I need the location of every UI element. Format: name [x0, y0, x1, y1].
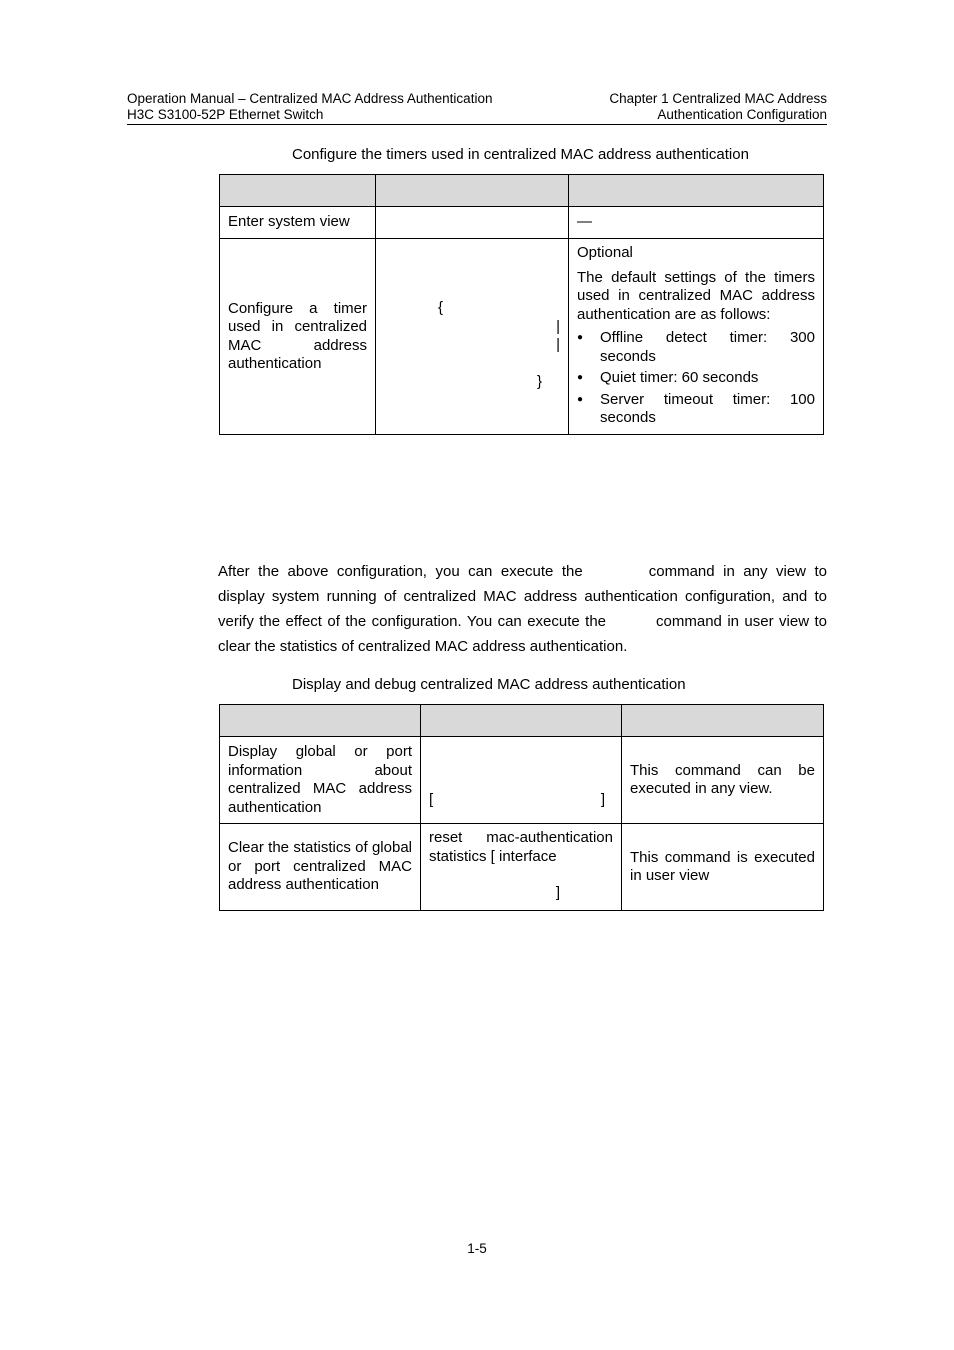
pipe-separator: |: [556, 336, 560, 353]
brace-open: {: [438, 299, 444, 316]
table-header-row: [220, 175, 824, 207]
bracket-close: ]: [555, 884, 560, 901]
table-row: [220, 824, 824, 911]
header-left: [127, 91, 492, 123]
table-row: [220, 737, 824, 824]
header-cell: [376, 175, 569, 207]
table-header-row: [220, 705, 824, 737]
pipe-separator: |: [556, 318, 560, 335]
command-cell: [376, 207, 569, 239]
optional-label: Optional: [577, 244, 633, 261]
operation-cell: Enter system view: [220, 207, 376, 239]
display-debug-table: [219, 704, 824, 911]
operation-cell: Clear the statistics of global or port centralized MAC address authentication: [220, 824, 421, 911]
header-cell: [220, 175, 376, 207]
table2-caption: Display and debug centralized MAC address authentication: [292, 676, 686, 693]
header-right: [540, 91, 827, 123]
brace-close: }: [536, 373, 542, 390]
command-cell: [421, 737, 622, 824]
description-cell: [569, 239, 824, 435]
chapter-title: Chapter 1 Centralized MAC Address: [609, 91, 827, 106]
header-divider: [127, 124, 827, 125]
description-cell: This command can be executed in any view.: [622, 737, 824, 824]
paragraph-text: After the above configuration, you can execute the: [218, 563, 583, 580]
operation-cell: Display global or port information about centralized MAC address authentication: [220, 737, 421, 824]
manual-title: Operation Manual – Centralized MAC Address Authentication: [127, 91, 493, 106]
list-item: ● Offline detect timer: 300 seconds: [577, 329, 815, 366]
product-name: H3C S3100-52P Ethernet Switch: [127, 107, 324, 122]
table-row: [220, 239, 824, 435]
list-item: ● Server timeout timer: 100 seconds: [577, 391, 815, 428]
reset-command-text: reset mac-authentication statistics [ interface: [429, 829, 613, 865]
header-cell: [421, 705, 622, 737]
operation-cell: Configure a timer used in centralized MAC address authentication: [220, 239, 376, 435]
paragraph-text: command in any view to display system running of centralized MAC address authentication configuration, and to verify the effect of the configuration. You can execute the: [218, 563, 828, 630]
header-cell: [569, 175, 824, 207]
bracket-open: [: [429, 790, 434, 808]
paragraph-text: command in user view to clear the statistics of centralized MAC address authentication.: [218, 613, 827, 655]
body-paragraph: [218, 559, 827, 659]
header-cell: [622, 705, 824, 737]
list-item: ● Quiet timer: 60 seconds: [577, 369, 815, 388]
table1-caption: Configure the timers used in centralized MAC address authentication: [292, 146, 749, 163]
bracket-close: ]: [600, 790, 605, 808]
timer-defaults-list: [577, 329, 815, 428]
description-cell: —: [569, 207, 824, 239]
command-cell: [376, 239, 569, 435]
header-cell: [220, 705, 421, 737]
default-settings-text: The default settings of the timers used in centralized MAC address authentication are as follows:: [577, 268, 815, 323]
page-number: 1-5: [467, 1241, 487, 1256]
command-cell: [421, 824, 622, 911]
description-cell: This command is executed in user view: [622, 824, 824, 911]
table-row: [220, 207, 824, 239]
timer-config-table: [219, 174, 824, 435]
chapter-subtitle: Authentication Configuration: [657, 107, 827, 122]
